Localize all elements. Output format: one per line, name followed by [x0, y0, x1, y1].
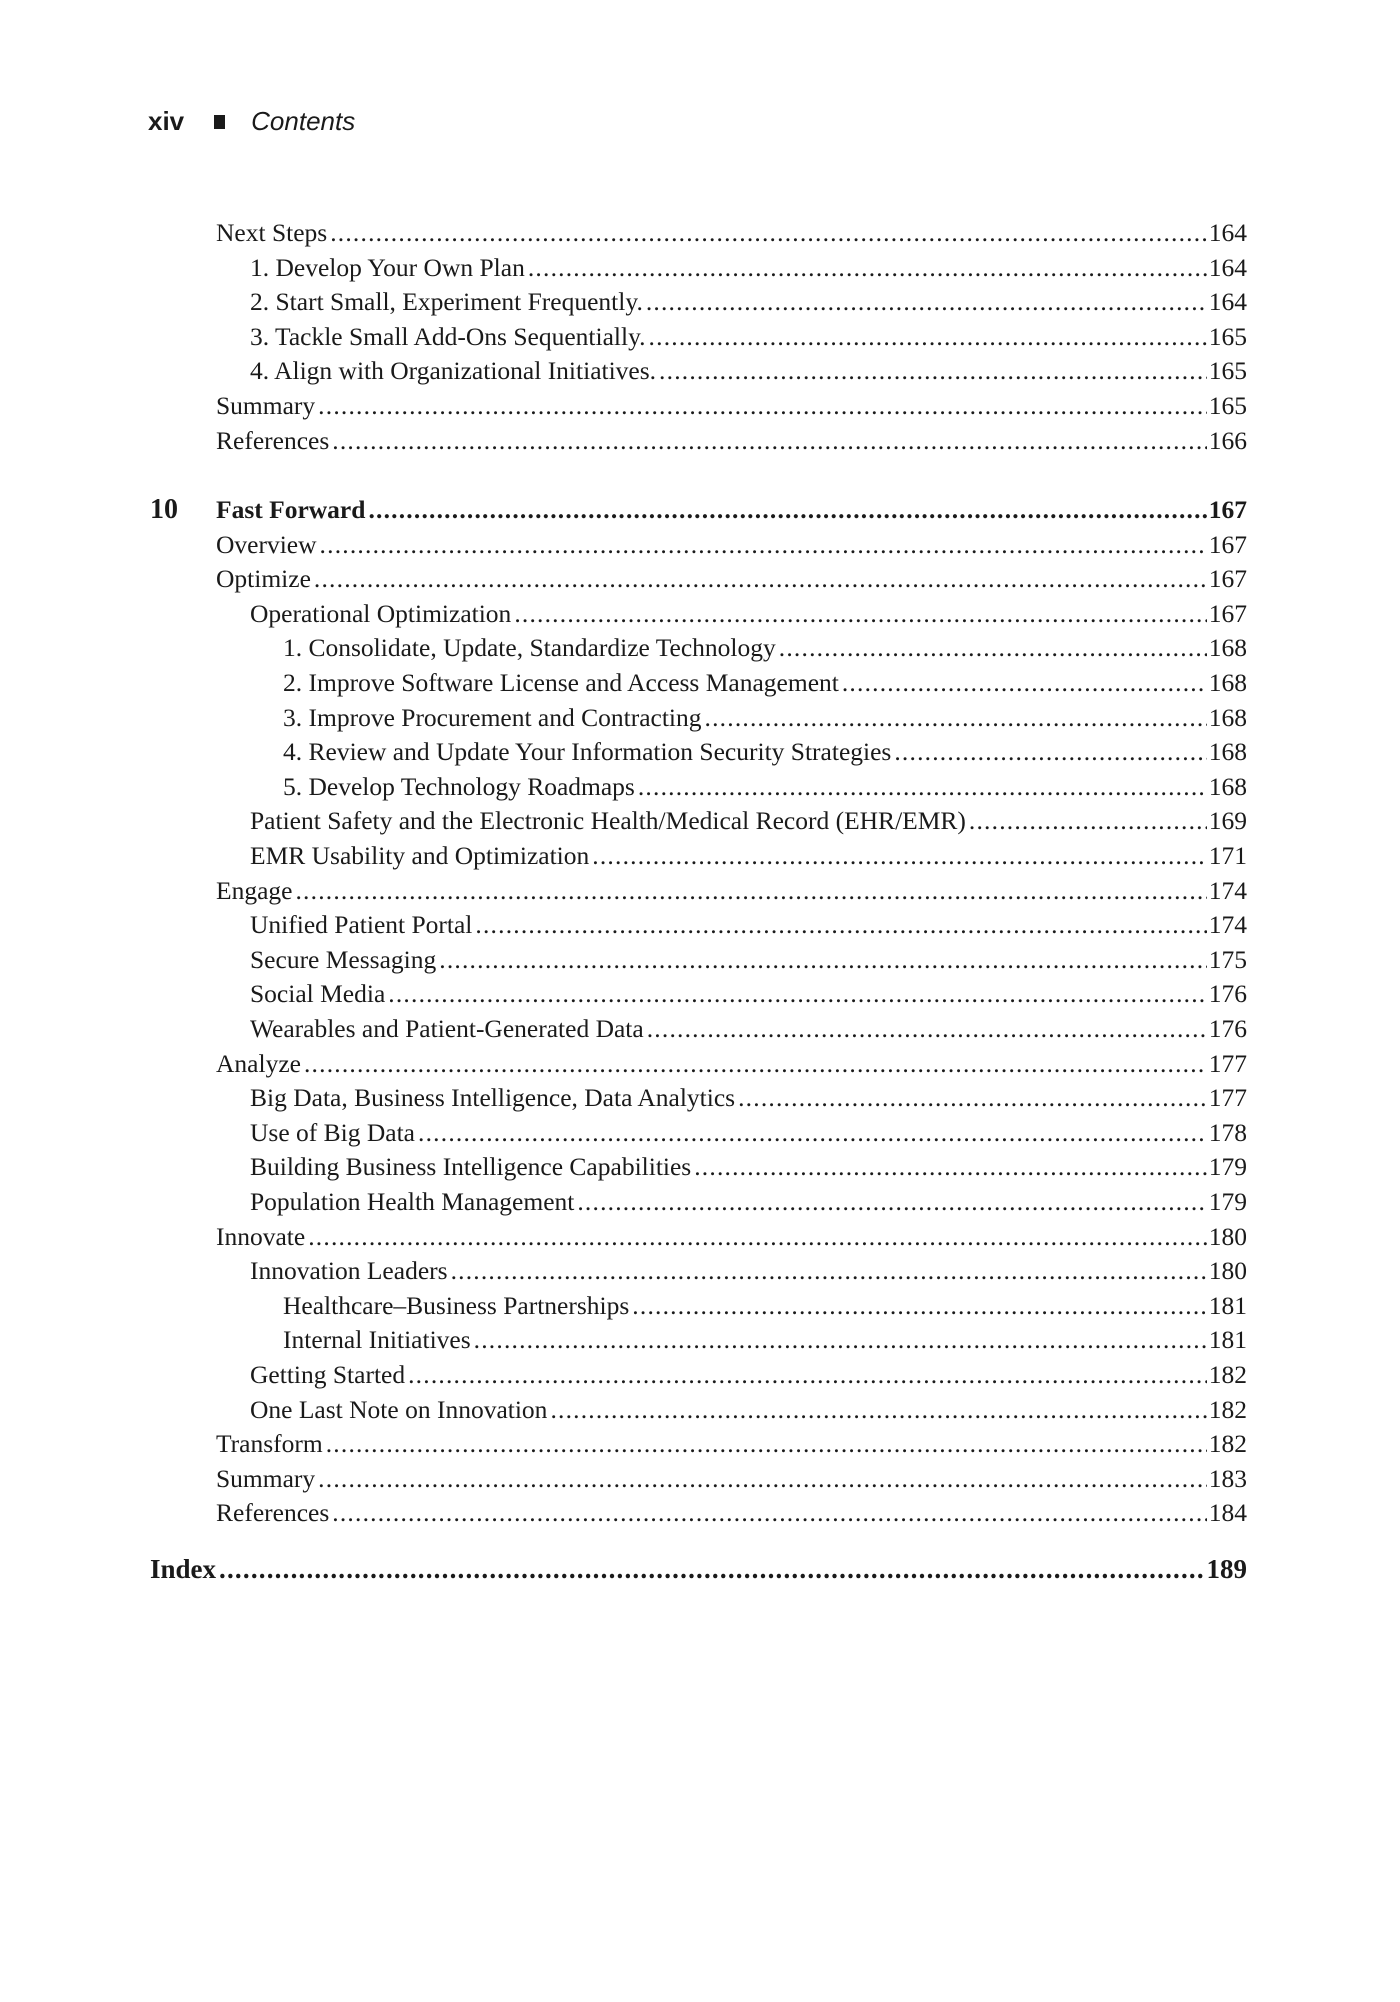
toc-entry[interactable]	[283, 1289, 1247, 1323]
dot-leader	[320, 528, 1207, 562]
toc-entry-page: 167	[1208, 495, 1247, 524]
toc-entry-title: Innovate	[216, 1221, 306, 1251]
toc-entry[interactable]	[250, 1185, 1247, 1219]
toc-entry[interactable]	[216, 424, 1247, 458]
toc-entry-page: 164	[1208, 218, 1247, 247]
toc-entry-page: 165	[1208, 391, 1247, 420]
toc-entry-page: 177	[1208, 1048, 1247, 1078]
toc-entry-title: 2. Improve Software License and Access Management	[283, 668, 839, 697]
toc-entry-title: Transform	[216, 1429, 323, 1459]
toc-entry[interactable]	[216, 216, 1247, 250]
toc-entry[interactable]	[250, 977, 1247, 1011]
toc-entry[interactable]	[216, 1462, 1247, 1496]
toc-entry-page: 169	[1208, 806, 1247, 836]
dot-leader	[659, 354, 1207, 388]
dot-leader	[842, 666, 1207, 700]
toc-entry-title: Next Steps	[216, 218, 328, 247]
dot-leader	[592, 839, 1206, 873]
toc-entry-page: 164	[1208, 252, 1247, 282]
toc-entry-title: Use of Big Data	[250, 1117, 416, 1147]
toc-entry-page: 180	[1208, 1221, 1247, 1251]
toc-entry-page: 180	[1208, 1256, 1247, 1286]
toc-entry-page: 176	[1208, 979, 1247, 1009]
toc-entry-page: 168	[1208, 633, 1247, 663]
dot-leader	[969, 804, 1207, 838]
toc-entry-page: 182	[1208, 1394, 1247, 1424]
toc-entry[interactable]	[250, 804, 1247, 838]
toc-entry-page: 164	[1208, 287, 1247, 317]
toc-entry-title: Fast Forward	[216, 495, 366, 524]
toc-entry[interactable]	[250, 1254, 1247, 1288]
toc-entry[interactable]	[250, 1116, 1247, 1150]
dot-leader	[304, 1047, 1207, 1081]
dot-leader	[330, 216, 1207, 250]
page-number: xiv	[148, 106, 185, 136]
toc-entry-title: Secure Messaging	[250, 944, 437, 974]
toc-entry[interactable]	[283, 631, 1247, 665]
toc-entry-title: Wearables and Patient-Generated Data	[250, 1014, 644, 1043]
toc-entry-page: 182	[1208, 1429, 1247, 1459]
toc-entry[interactable]	[250, 908, 1247, 942]
toc-entry[interactable]	[216, 1496, 1247, 1530]
dot-leader	[388, 977, 1206, 1011]
toc-entry-page: 168	[1208, 702, 1247, 732]
toc-entry-title: Index	[150, 1554, 217, 1584]
dot-leader	[314, 562, 1207, 596]
toc-entry-page: 167	[1208, 564, 1247, 594]
dot-leader	[894, 735, 1206, 769]
dot-leader	[418, 1116, 1207, 1150]
toc-entry[interactable]	[250, 251, 1247, 285]
toc-entry-title: Summary	[216, 1463, 316, 1493]
toc-entry-page: 168	[1208, 771, 1247, 801]
dot-leader	[649, 320, 1207, 354]
toc-entry-title: Innovation Leaders	[250, 1256, 448, 1286]
toc-entry-page: 183	[1208, 1463, 1247, 1493]
toc-entry-page: 171	[1208, 841, 1247, 870]
dot-leader	[368, 493, 1206, 527]
toc-entry-title: Getting Started	[250, 1360, 406, 1389]
toc-entry-title: Patient Safety and the Electronic Health/Medical Record (EHR/EMR)	[250, 806, 966, 836]
toc-entry[interactable]	[250, 943, 1247, 977]
toc-entry-page: 181	[1208, 1325, 1247, 1355]
toc-entry-page: 168	[1208, 668, 1247, 697]
toc-entry-title: Analyze	[216, 1048, 301, 1078]
toc-entry[interactable]	[216, 493, 1247, 527]
toc-entry-title: Engage	[216, 875, 293, 905]
toc-entry[interactable]	[216, 1047, 1247, 1081]
toc-entry-page: 174	[1208, 910, 1247, 940]
toc-entry[interactable]	[250, 1150, 1247, 1184]
toc-entry-title: 3. Tackle Small Add-Ons Sequentially.	[250, 321, 646, 351]
toc-entry[interactable]	[150, 1552, 1247, 1586]
toc-entry[interactable]	[283, 1323, 1247, 1357]
toc-entry-title: Unified Patient Portal	[250, 910, 473, 940]
toc-entry[interactable]	[250, 1358, 1247, 1392]
dot-leader	[439, 943, 1207, 977]
dot-leader	[332, 1496, 1206, 1530]
dot-leader	[326, 1427, 1207, 1461]
dot-leader	[738, 1081, 1207, 1115]
toc-entry-title: 5. Develop Technology Roadmaps	[283, 771, 635, 801]
dot-leader	[475, 908, 1206, 942]
dot-leader	[451, 1254, 1207, 1288]
toc-entry[interactable]	[250, 1081, 1247, 1115]
toc-entry-page: 182	[1208, 1360, 1247, 1389]
dot-leader	[632, 1289, 1206, 1323]
toc-entry-title: One Last Note on Innovation	[250, 1394, 548, 1424]
toc-entry-page: 181	[1208, 1290, 1247, 1320]
dot-leader	[528, 251, 1207, 285]
toc-entry[interactable]	[250, 320, 1247, 354]
toc-entry-page: 189	[1206, 1554, 1247, 1584]
toc-entry-title: 3. Improve Procurement and Contracting	[283, 702, 702, 732]
dot-leader	[577, 1185, 1206, 1219]
toc-entry[interactable]	[216, 1220, 1247, 1254]
toc-entry[interactable]	[216, 562, 1247, 596]
dot-leader	[318, 389, 1207, 423]
toc-entry-page: 165	[1208, 356, 1247, 386]
toc-entry-page: 175	[1208, 944, 1247, 974]
square-bullet-icon	[214, 115, 225, 129]
toc-entry-title: 2. Start Small, Experiment Frequently.	[250, 287, 643, 317]
toc-entry[interactable]	[283, 666, 1247, 700]
chapter-number: 10	[150, 494, 178, 525]
running-header	[148, 106, 355, 137]
toc-entry-title: Healthcare–Business Partnerships	[283, 1290, 630, 1320]
dot-leader	[295, 874, 1206, 908]
running-title: Contents	[251, 106, 356, 136]
toc-entry-page: 179	[1208, 1152, 1247, 1182]
toc-entry-page: 184	[1208, 1498, 1247, 1528]
toc-entry[interactable]	[250, 597, 1247, 631]
toc-entry[interactable]	[250, 354, 1247, 388]
dot-leader	[332, 424, 1206, 458]
toc-entry[interactable]	[250, 1012, 1247, 1046]
toc-entry-title: References	[216, 1498, 330, 1528]
toc-entry[interactable]	[283, 735, 1247, 769]
toc-entry-title: Building Business Intelligence Capabilities	[250, 1152, 692, 1182]
toc-entry[interactable]	[283, 701, 1247, 735]
dot-leader	[219, 1552, 1204, 1586]
toc-entry-page: 179	[1208, 1187, 1247, 1216]
toc-entry-title: EMR Usability and Optimization	[250, 841, 590, 870]
toc-entry-page: 165	[1208, 321, 1247, 351]
toc-entry-page: 166	[1208, 425, 1247, 455]
toc-entry-page: 178	[1208, 1117, 1247, 1147]
dot-leader	[694, 1150, 1207, 1184]
dot-leader	[646, 285, 1207, 319]
dot-leader	[514, 597, 1206, 631]
dot-leader	[408, 1358, 1207, 1392]
dot-leader	[647, 1012, 1207, 1046]
toc-entry[interactable]	[250, 839, 1247, 873]
toc-entry-page: 167	[1208, 598, 1247, 628]
toc-entry-title: Population Health Management	[250, 1187, 575, 1216]
toc-entry-page: 177	[1208, 1083, 1247, 1113]
toc-entry-title: References	[216, 425, 330, 455]
toc-entry-title: Big Data, Business Intelligence, Data Analytics	[250, 1083, 736, 1113]
toc-entry[interactable]	[216, 1427, 1247, 1461]
toc-entry[interactable]	[216, 528, 1247, 562]
toc-entry-title: Optimize	[216, 564, 311, 594]
toc-entry[interactable]	[216, 874, 1247, 908]
toc-entry-page: 176	[1208, 1014, 1247, 1043]
toc-entry[interactable]	[250, 285, 1247, 319]
dot-leader	[550, 1393, 1206, 1427]
dot-leader	[308, 1220, 1207, 1254]
toc-entry[interactable]	[283, 770, 1247, 804]
toc-entry-title: Operational Optimization	[250, 598, 512, 628]
dot-leader	[779, 631, 1207, 665]
toc-entry-title: 1. Consolidate, Update, Standardize Technology	[283, 633, 776, 663]
toc-entry-title: Summary	[216, 391, 316, 420]
toc-entry-page: 167	[1208, 529, 1247, 559]
dot-leader	[474, 1323, 1207, 1357]
dot-leader	[638, 770, 1207, 804]
toc-entry-title: Overview	[216, 529, 317, 559]
toc-entry-title: Social Media	[250, 979, 386, 1009]
toc-entry-title: Internal Initiatives	[283, 1325, 471, 1355]
toc-entry-title: 4. Review and Update Your Information Security Strategies	[283, 737, 892, 767]
dot-leader	[318, 1462, 1207, 1496]
toc-entry-page: 168	[1208, 737, 1247, 767]
toc-entry[interactable]	[250, 1393, 1247, 1427]
dot-leader	[705, 701, 1207, 735]
toc-entry[interactable]	[216, 389, 1247, 423]
toc-entry-page: 174	[1208, 875, 1247, 905]
toc-entry-title: 1. Develop Your Own Plan	[250, 252, 525, 282]
toc-entry-title: 4. Align with Organizational Initiatives.	[250, 356, 657, 386]
